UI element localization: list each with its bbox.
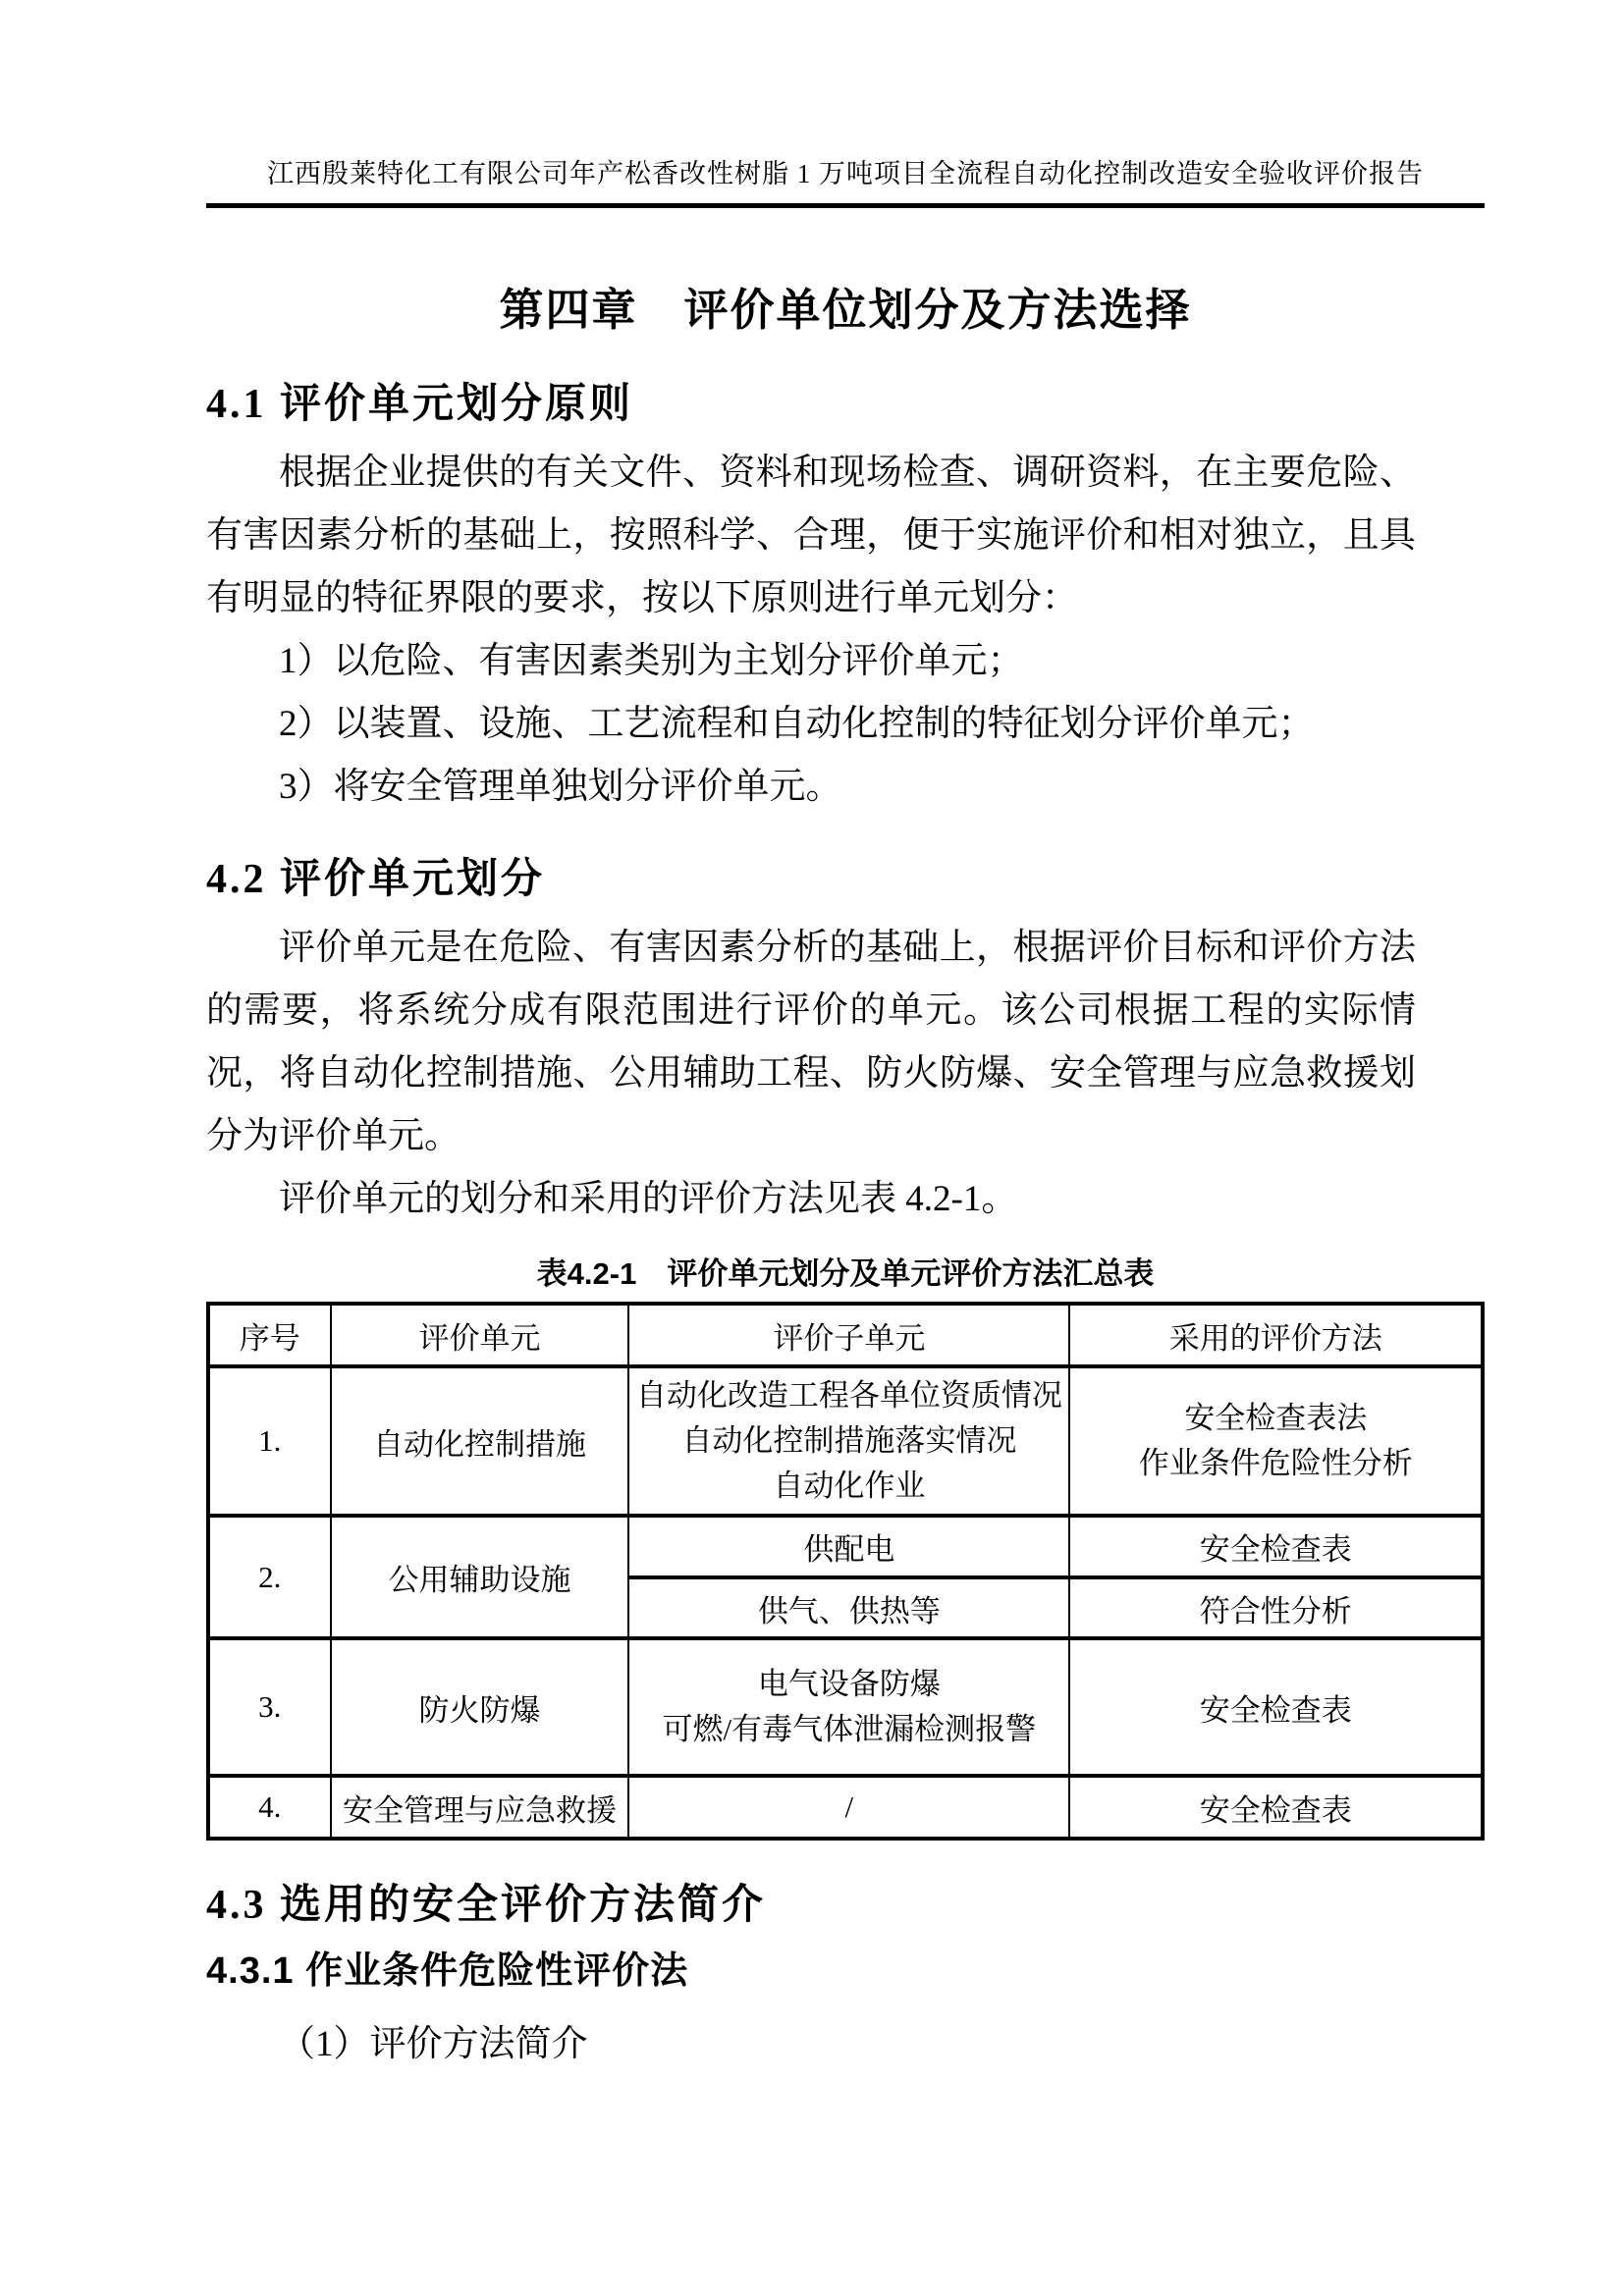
row4-unit-cell: 安全管理与应急救援 xyxy=(331,1776,629,1839)
table-row-4 xyxy=(208,1776,1483,1839)
row1-sub-unit-line-2: 自动化控制措施落实情况 xyxy=(681,1423,1017,1458)
table-row-1 xyxy=(208,1366,1483,1516)
table-row-2a xyxy=(208,1516,1483,1577)
section-4-3-1-heading: 4.3.1 作业条件危险性评价法 xyxy=(206,1950,689,1992)
running-header-text: 江西殷莱特化工有限公司年产松香改性树脂 1 万吨项目全流程自动化控制改造安全验收评价报告 xyxy=(267,159,1424,188)
row4-index-cell: 4. xyxy=(208,1776,331,1839)
row2-index-cell: 2. xyxy=(208,1516,331,1638)
principle-item-2: 2）以装置、设施、工艺流程和自动化控制的特征划分评价单元； xyxy=(279,704,1315,744)
row1-method-cell xyxy=(1069,1366,1483,1516)
section-4-1-intro-paragraph: 根据企业提供的有关文件、资料和现场检查、调研资料，在主要危险、有害因素分析的基础上，按照科学、合理，便于实施评价和相对独立，且具有明显的特征界限的要求，按以下原则进行单元划分： xyxy=(206,453,1416,618)
principle-item-3: 3）将安全管理单独划分评价单元。 xyxy=(279,767,842,807)
row2-method-cell-b: 符合性分析 xyxy=(1069,1577,1483,1638)
table-caption: 表4.2-1 评价单元划分及单元评价方法汇总表 xyxy=(536,1256,1155,1291)
section-4-3-heading: 4.3 选用的安全评价方法简介 xyxy=(206,1883,767,1928)
row3-sub-unit-line-1: 电气设备防爆 xyxy=(757,1667,941,1701)
row4-method-cell: 安全检查表 xyxy=(1069,1776,1483,1839)
row1-unit-cell: 自动化控制措施 xyxy=(331,1366,629,1516)
table-reference-note: 评价单元的划分和采用的评价方法见表 4.2-1。 xyxy=(279,1179,1018,1219)
column-header-unit: 评价单元 xyxy=(331,1304,629,1366)
principles-list xyxy=(206,630,1485,819)
chapter-title: 第四章 评价单位划分及方法选择 xyxy=(499,285,1192,335)
row1-method-line-2: 作业条件危险性分析 xyxy=(1138,1446,1413,1480)
principle-item-1: 1）以危险、有害因素类别为主划分评价单元； xyxy=(279,641,1024,681)
row1-sub-unit-cell xyxy=(628,1366,1069,1516)
column-header-method: 采用的评价方法 xyxy=(1069,1304,1483,1366)
row3-method-cell: 安全检查表 xyxy=(1069,1638,1483,1776)
header-divider-rule xyxy=(206,203,1485,208)
row1-index-cell: 1. xyxy=(208,1366,331,1516)
row1-method-line-1: 安全检查表法 xyxy=(1184,1401,1368,1435)
table-header-row xyxy=(208,1304,1483,1366)
method-intro-line: （1）评价方法简介 xyxy=(279,2024,588,2064)
row2-unit-cell: 公用辅助设施 xyxy=(331,1516,629,1638)
row4-sub-unit-cell: / xyxy=(628,1776,1069,1839)
row1-sub-unit-line-3: 自动化作业 xyxy=(773,1468,926,1503)
row3-unit-cell: 防火防爆 xyxy=(331,1638,629,1776)
row2-method-cell-a: 安全检查表 xyxy=(1069,1516,1483,1577)
row3-sub-unit-cell xyxy=(628,1638,1069,1776)
section-4-2-heading: 4.2 评价单元划分 xyxy=(206,857,546,902)
column-header-index: 序号 xyxy=(208,1304,331,1366)
row2-sub-unit-cell-b: 供气、供热等 xyxy=(628,1577,1069,1638)
table-row-3 xyxy=(208,1638,1483,1776)
evaluation-units-table xyxy=(206,1302,1485,1841)
row3-index-cell: 3. xyxy=(208,1638,331,1776)
row1-sub-unit-line-1: 自动化改造工程各单位资质情况 xyxy=(635,1378,1062,1413)
row2-sub-unit-cell-a: 供配电 xyxy=(628,1516,1069,1577)
row3-sub-unit-line-2: 可燃/有毒气体泄漏检测报警 xyxy=(662,1712,1037,1746)
section-4-2-paragraph: 评价单元是在危险、有害因素分析的基础上，根据评价目标和评价方法的需要，将系统分成有限范围进行评价的单元。该公司根据工程的实际情况，将自动化控制措施、公用辅助工程、防火防爆、安全管理与应急救援划分为评价单元。 xyxy=(206,928,1416,1156)
column-header-sub-unit: 评价子单元 xyxy=(628,1304,1069,1366)
section-4-1-heading: 4.1 评价单元划分原则 xyxy=(206,382,634,427)
